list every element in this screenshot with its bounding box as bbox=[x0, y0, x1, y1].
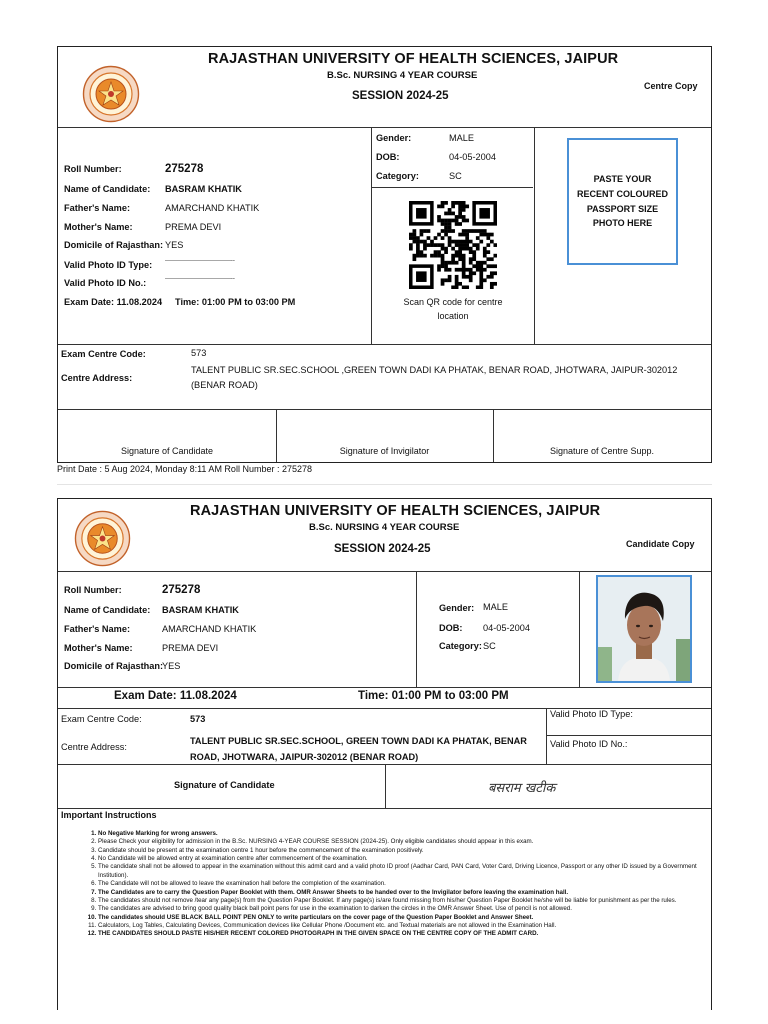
exam-date: Exam Date: 11.08.2024 bbox=[114, 690, 237, 702]
signature-invigilator-label: Signature of Invigilator bbox=[339, 446, 430, 456]
gender-value: MALE bbox=[449, 133, 475, 143]
instruction-item: 5. The candidate shall not be allowed to appear in the examination without this admit card and a valid photo ID proof (Aadhar Card, PAN Card, Voter Card, Driving Licence, Passport or any other ID issued by a Government Institution). bbox=[98, 863, 708, 880]
university-seal-icon bbox=[74, 510, 131, 567]
photo-id-no-label: Valid Photo ID No.: bbox=[550, 739, 628, 749]
candidate-copy-title: Candidate Copy bbox=[626, 539, 695, 549]
signature-candidate-label: Signature of Candidate bbox=[174, 780, 275, 790]
exam-time: Time: 01:00 PM to 03:00 PM bbox=[358, 690, 509, 702]
instruction-item: 7. The Candidates are to carry the Question Paper Booklet with them. OMR Answer Sheets to be handed over to the Invigilator before leaving the examination hall. bbox=[98, 889, 708, 897]
instruction-item: 2. Please Check your eligibility for admission in the B.Sc. NURSING 4-YEAR COURSE SESSION (2024-25). Only eligible candidates should appear in this exam. bbox=[98, 838, 708, 846]
candidate-name-value: BASRAM KHATIK bbox=[165, 184, 242, 194]
signature-centre-supp-label: Signature of Centre Supp. bbox=[549, 446, 655, 456]
centre-address-label: Centre Address: bbox=[61, 742, 127, 752]
candidate-name-label: Name of Candidate: bbox=[64, 184, 151, 194]
qr-code-icon[interactable] bbox=[409, 201, 497, 289]
instruction-item: 4. No Candidate will be allowed entry at examination centre after commencement of the examination. bbox=[98, 855, 708, 863]
university-name: RAJASTHAN UNIVERSITY OF HEALTH SCIENCES, JAIPUR bbox=[208, 51, 619, 67]
instruction-item: 6. The Candidate will not be allowed to leave the examination hall before the completion of the examination. bbox=[98, 880, 708, 888]
roll-number-label: Roll Number: bbox=[64, 164, 122, 174]
category-value: SC bbox=[449, 171, 462, 181]
session-label: SESSION 2024-25 bbox=[334, 543, 431, 555]
dob-label: DOB: bbox=[439, 623, 463, 633]
roll-number-label: Roll Number: bbox=[64, 585, 122, 595]
candidate-name-value: BASRAM KHATIK bbox=[162, 605, 239, 615]
photo-id-type-value: ----------------------------------- bbox=[165, 258, 235, 264]
exam-centre-code-label: Exam Centre Code: bbox=[61, 714, 142, 724]
instruction-item: 1. No Negative Marking for wrong answers. bbox=[98, 830, 708, 838]
domicile-label: Domicile of Rajasthan: bbox=[64, 240, 164, 250]
dob-value: 04-05-2004 bbox=[483, 623, 530, 633]
session-label: SESSION 2024-25 bbox=[352, 90, 449, 102]
university-name: RAJASTHAN UNIVERSITY OF HEALTH SCIENCES, JAIPUR bbox=[190, 503, 601, 519]
candidate-copy-card bbox=[57, 498, 712, 1010]
category-label: Category: bbox=[439, 641, 482, 651]
candidate-photo bbox=[596, 575, 692, 683]
instruction-item: 8. The candidates should not remove /tear any page(s) from the Question Paper Booklet. If any page(s) is/are found missing from his/her Question Paper Booklet he/she will be liable for punishment as per the rules. bbox=[98, 897, 708, 905]
mother-name-value: PREMA DEVI bbox=[162, 643, 219, 653]
photo-placeholder bbox=[567, 138, 678, 265]
instruction-item: 9. The candidates are advised to bring good quality black ball point pens for use in the examination to darken the circles in the OMR Answer Sheet. Use of pencil is not allowed. bbox=[98, 905, 708, 913]
instruction-item: 12. THE CANDIDATES SHOULD PASTE HIS/HER RECENT COLORED PHOTOGRAPH IN THE GIVEN SPACE ON THE CENTRE COPY OF THE ADMIT CARD. bbox=[98, 930, 708, 938]
signature-candidate-label: Signature of Candidate bbox=[120, 446, 214, 456]
qr-caption: Scan QR code for centre location bbox=[403, 297, 503, 322]
instructions-title: Important Instructions bbox=[61, 810, 157, 820]
instructions-list bbox=[58, 830, 708, 939]
exam-centre-code-label: Exam Centre Code: bbox=[61, 349, 146, 359]
mother-name-label: Mother's Name: bbox=[64, 222, 133, 232]
instruction-item: 11. Calculators, Log Tables, Calculating Devices, Communication devices like Cellular Phone /Document etc. and Textual materials are not allowed in the Examination Hall. bbox=[98, 922, 708, 930]
course-name: B.Sc. NURSING 4 YEAR COURSE bbox=[327, 70, 478, 81]
centre-address-label: Centre Address: bbox=[61, 373, 133, 383]
category-value: SC bbox=[483, 641, 496, 651]
domicile-value: YES bbox=[165, 240, 184, 250]
gender-value: MALE bbox=[483, 602, 509, 612]
photo-id-type-label: Valid Photo ID Type: bbox=[550, 709, 633, 719]
candidate-signature: बसराम खटीक bbox=[488, 781, 556, 796]
course-name: B.Sc. NURSING 4 YEAR COURSE bbox=[309, 522, 460, 533]
university-seal-icon bbox=[82, 65, 140, 123]
mother-name-value: PREMA DEVI bbox=[165, 222, 222, 232]
father-name-label: Father's Name: bbox=[64, 203, 131, 213]
instruction-item: 3. Candidate should be present at the examination centre 1 hour before the commencement of the examination positively. bbox=[98, 847, 708, 855]
mother-name-label: Mother's Name: bbox=[64, 643, 133, 653]
photo-placeholder-text: PASTE YOUR RECENT COLOURED PASSPORT SIZE PHOTO HERE bbox=[576, 173, 668, 229]
exam-date: Exam Date: 11.08.2024 bbox=[64, 297, 163, 307]
father-name-value: AMARCHAND KHATIK bbox=[165, 203, 260, 213]
print-info: Print Date : 5 Aug 2024, Monday 8:11 AM Roll Number : 275278 bbox=[57, 464, 312, 474]
gender-label: Gender: bbox=[376, 133, 412, 143]
photo-id-type-label: Valid Photo ID Type: bbox=[64, 260, 153, 270]
exam-centre-code-value: 573 bbox=[191, 348, 207, 358]
centre-copy-card bbox=[57, 46, 712, 463]
photo-id-no-value: ----------------------------------- bbox=[165, 276, 235, 282]
father-name-value: AMARCHAND KHATIK bbox=[162, 624, 257, 634]
centre-address-value: TALENT PUBLIC SR.SEC.SCHOOL ,GREEN TOWN DADI KA PHATAK, BENAR ROAD, JHOTWARA, JAIPUR-302012 (BENAR ROAD) bbox=[191, 365, 678, 391]
domicile-value: YES bbox=[162, 661, 181, 671]
roll-number-value: 275278 bbox=[162, 584, 201, 596]
centre-address-value: TALENT PUBLIC SR.SEC.SCHOOL, GREEN TOWN DADI KA PHATAK, BENAR ROAD, JHOTWARA, JAIPUR-302012 (BENAR ROAD) bbox=[190, 736, 527, 762]
father-name-label: Father's Name: bbox=[64, 624, 131, 634]
centre-copy-title: Centre Copy bbox=[644, 81, 698, 91]
category-label: Category: bbox=[376, 171, 419, 181]
dob-value: 04-05-2004 bbox=[449, 152, 496, 162]
roll-number-value: 275278 bbox=[165, 163, 204, 175]
dob-label: DOB: bbox=[376, 152, 400, 162]
gender-label: Gender: bbox=[439, 603, 475, 613]
candidate-name-label: Name of Candidate: bbox=[64, 605, 151, 615]
domicile-label: Domicile of Rajasthan: bbox=[64, 661, 164, 671]
exam-time: Time: 01:00 PM to 03:00 PM bbox=[175, 297, 296, 307]
exam-centre-code-value: 573 bbox=[190, 714, 206, 724]
instruction-item: 10. The candidates should USE BLACK BALL POINT PEN ONLY to write particulars on the cover page of the Question Paper Booklet and Answer Sheet. bbox=[98, 914, 708, 922]
photo-id-no-label: Valid Photo ID No.: bbox=[64, 278, 147, 288]
